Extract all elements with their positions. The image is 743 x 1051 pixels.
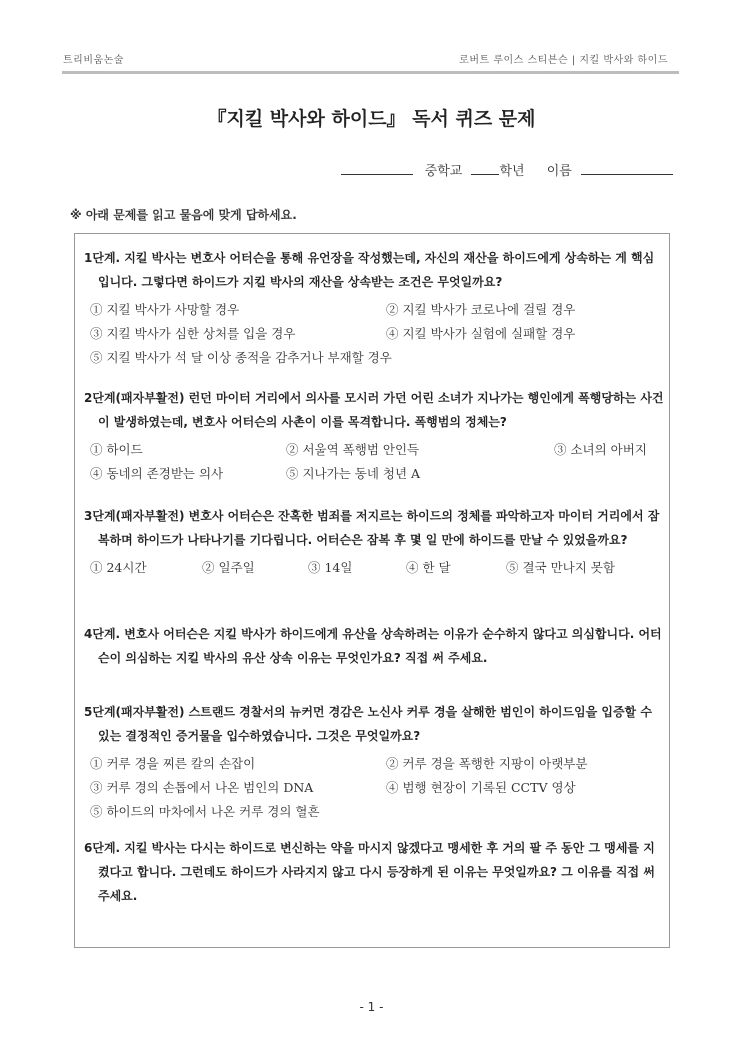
- question-5: [84, 700, 664, 824]
- option[interactable]: ④ 한 달: [406, 560, 451, 575]
- header-divider: [62, 71, 679, 74]
- page-number: - 1 -: [359, 1000, 384, 1014]
- option[interactable]: ② 일주일: [202, 560, 255, 575]
- option[interactable]: ② 지킬 박사가 코로나에 걸릴 경우: [386, 302, 576, 317]
- grade-blank[interactable]: [471, 163, 499, 175]
- question-text: 6단계. 지킬 박사는 다시는 하이드로 변신하는 약을 마시지 않겠다고 맹세한 후 거의 팔 주 동안 그 맹세를 지켰다고 합니다. 그런데도 하이드가 사라지지 않고 다시 등장하게 된 이유는 무엇일까요? 그 이유를 직접 써 주세요.: [84, 841, 655, 903]
- option[interactable]: ① 지킬 박사가 사망할 경우: [90, 302, 240, 317]
- question-text: 1단계. 지킬 박사는 변호사 어터슨을 통해 유언장을 작성했는데, 자신의 재산을 하이드에게 상속하는 게 핵심입니다. 그렇다면 하이드가 지킬 박사의 재산을 상속받는 조건은 무엇일까요?: [84, 251, 655, 289]
- school-label: 중학교: [424, 164, 463, 179]
- option[interactable]: ⑤ 결국 만나지 못함: [506, 560, 615, 575]
- option[interactable]: ④ 지킬 박사가 실험에 실패할 경우: [386, 326, 576, 341]
- option[interactable]: ⑤ 지나가는 동네 청년 A: [286, 466, 421, 481]
- question-6: [84, 836, 664, 908]
- grade-label: 학년: [499, 164, 525, 179]
- question-text: 3단계(패자부활전) 변호사 어터슨은 잔혹한 범죄를 저지르는 하이드의 정체를 파악하고자 마이터 거리에서 잠복하며 하이드가 나타나기를 기다립니다. 어터슨은 잠복 후 몇 일 만에 하이드를 만날 수 있었을까요?: [84, 509, 660, 547]
- option[interactable]: ⑤ 지킬 박사가 석 달 이상 종적을 감추거나 부재할 경우: [90, 350, 392, 365]
- page-header: [0, 0, 743, 80]
- instruction: ※ 아래 문제를 읽고 물음에 맞게 답하세요.: [70, 208, 297, 222]
- question-1: [84, 246, 664, 370]
- name-label: 이름: [546, 164, 572, 179]
- school-blank[interactable]: [341, 163, 413, 175]
- question-text: 2단계(패자부활전) 런던 마이터 거리에서 의사를 모시러 가던 어린 소녀가 지나가는 행인에게 폭행당하는 사건이 발생하였는데, 변호사 어터슨의 사촌이 이를 목격합니다. 폭행범의 정체는?: [84, 391, 664, 429]
- option[interactable]: ③ 소녀의 아버지: [554, 442, 647, 457]
- option[interactable]: ② 서울역 폭행범 안인득: [286, 442, 420, 457]
- option[interactable]: ③ 14일: [308, 560, 353, 575]
- question-3: [84, 504, 664, 580]
- option[interactable]: ① 커루 경을 찌른 칼의 손잡이: [90, 756, 256, 771]
- question-text: 5단계(패자부활전) 스트랜드 경찰서의 뉴커먼 경감은 노신사 커루 경을 살해한 범인이 하이드임을 입증할 수 있는 결정적인 증거물을 입수하였습니다. 그것은 무엇일까요?: [84, 705, 652, 743]
- option[interactable]: ② 커루 경을 폭행한 지팡이 아랫부분: [386, 756, 588, 771]
- option[interactable]: ④ 동네의 존경받는 의사: [90, 466, 224, 481]
- option[interactable]: ① 24시간: [90, 560, 147, 575]
- header-publisher: 트리비움논술: [63, 55, 124, 66]
- page-title: 『지킬 박사와 하이드』 독서 퀴즈 문제: [207, 108, 536, 130]
- option[interactable]: ① 하이드: [90, 442, 143, 457]
- option[interactable]: ③ 지킬 박사가 심한 상처를 입을 경우: [90, 326, 296, 341]
- student-info: [341, 160, 674, 179]
- option[interactable]: ⑤ 하이드의 마차에서 나온 커루 경의 혈흔: [90, 804, 320, 819]
- option[interactable]: ④ 범행 현장이 기록된 CCTV 영상: [386, 780, 576, 795]
- header-book-info: 로버트 루이스 스티븐슨 | 지킬 박사와 하이드: [459, 55, 668, 66]
- name-blank[interactable]: [581, 163, 673, 175]
- question-2: [84, 386, 664, 486]
- question-text: 4단계. 변호사 어터슨은 지킬 박사가 하이드에게 유산을 상속하려는 이유가 순수하지 않다고 의심합니다. 어터슨이 의심하는 지킬 박사의 유산 상속 이유는 무엇인가요? 직접 써 주세요.: [84, 627, 662, 665]
- question-4: [84, 622, 664, 670]
- option[interactable]: ③ 커루 경의 손톱에서 나온 범인의 DNA: [90, 780, 314, 795]
